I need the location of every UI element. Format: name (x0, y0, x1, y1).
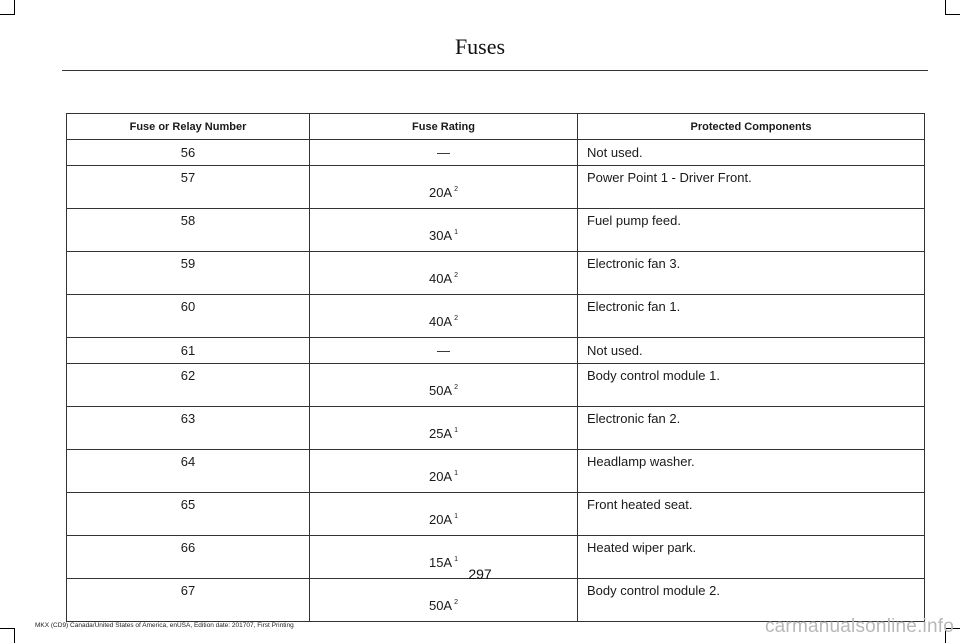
protected-component: Electronic fan 3. (578, 252, 925, 295)
fuse-rating: — (437, 145, 450, 160)
footnote-marker: 2 (454, 383, 459, 391)
fuse-number: 56 (67, 140, 310, 166)
fuse-rating: — (437, 343, 450, 358)
protected-component: Headlamp washer. (578, 450, 925, 493)
fuse-number: 60 (67, 295, 310, 338)
protected-component: Not used. (578, 140, 925, 166)
table-row (67, 450, 925, 493)
fuse-rating: 20A (428, 468, 453, 484)
protected-component: Electronic fan 1. (578, 295, 925, 338)
protected-component: Front heated seat. (578, 493, 925, 536)
edition-footer: MKX (CD9) Canada/United States of America, enUSA, Edition date: 201707, First Printing (35, 622, 294, 629)
table-row (67, 295, 925, 338)
table-row (67, 140, 925, 166)
fuse-rating: 50A (428, 382, 453, 398)
protected-component: Not used. (578, 338, 925, 364)
fuse-rating-cell (310, 252, 578, 295)
fuse-number: 64 (67, 450, 310, 493)
fuse-rating-cell (310, 579, 578, 622)
table-row (67, 338, 925, 364)
fuse-rating-cell (310, 407, 578, 450)
protected-component: Body control module 1. (578, 364, 925, 407)
crop-mark (945, 14, 960, 15)
fuse-rating: 40A (428, 313, 453, 329)
fuse-rating: 30A (428, 227, 453, 243)
footnote-marker: 1 (454, 555, 459, 563)
column-header: Fuse or Relay Number (67, 114, 310, 140)
table-row (67, 209, 925, 252)
fuse-rating: 25A (428, 425, 453, 441)
fuse-rating-cell (310, 166, 578, 209)
table-row (67, 407, 925, 450)
fuse-number: 61 (67, 338, 310, 364)
fuse-number: 67 (67, 579, 310, 622)
crop-mark (14, 628, 15, 643)
fuse-rating-cell (310, 364, 578, 407)
footnote-marker: 1 (454, 469, 459, 477)
crop-mark (14, 0, 15, 15)
fuse-number: 62 (67, 364, 310, 407)
footnote-marker: 1 (454, 426, 459, 434)
footnote-marker: 1 (454, 228, 459, 236)
footnote-marker: 1 (454, 512, 459, 520)
table-row (67, 364, 925, 407)
fuse-rating: 15A (428, 554, 453, 570)
fuse-rating: 20A (428, 511, 453, 527)
table-header-row (67, 114, 925, 140)
protected-component: Electronic fan 2. (578, 407, 925, 450)
fuse-rating-cell (310, 140, 578, 166)
footnote-marker: 2 (454, 185, 459, 193)
footnote-marker: 2 (454, 598, 459, 606)
crop-mark (0, 628, 15, 629)
table-row (67, 493, 925, 536)
page-title: Fuses (454, 34, 506, 59)
fuse-rating-cell (310, 493, 578, 536)
fuse-rating-cell (310, 209, 578, 252)
table-row (67, 252, 925, 295)
watermark: carmanualsonline.info (764, 616, 954, 637)
header-divider (62, 70, 928, 71)
crop-mark (945, 0, 946, 15)
table-row (67, 166, 925, 209)
protected-component: Fuel pump feed. (578, 209, 925, 252)
fuse-table (66, 113, 925, 622)
fuse-rating: 40A (428, 270, 453, 286)
fuse-rating: 20A (428, 184, 453, 200)
fuse-rating: 50A (428, 597, 453, 613)
column-header: Protected Components (578, 114, 925, 140)
page-number: 297 (468, 566, 492, 582)
fuse-rating-cell (310, 295, 578, 338)
column-header: Fuse Rating (310, 114, 578, 140)
fuse-number: 58 (67, 209, 310, 252)
footnote-marker: 2 (454, 271, 459, 279)
protected-component: Body control module 2. (578, 579, 925, 622)
fuse-number: 63 (67, 407, 310, 450)
protected-component: Heated wiper park. (578, 536, 925, 579)
fuse-number: 66 (67, 536, 310, 579)
fuse-rating-cell (310, 338, 578, 364)
fuse-number: 65 (67, 493, 310, 536)
fuse-rating-cell (310, 450, 578, 493)
fuse-number: 59 (67, 252, 310, 295)
protected-component: Power Point 1 - Driver Front. (578, 166, 925, 209)
crop-mark (0, 14, 15, 15)
fuse-number: 57 (67, 166, 310, 209)
footnote-marker: 2 (454, 314, 459, 322)
